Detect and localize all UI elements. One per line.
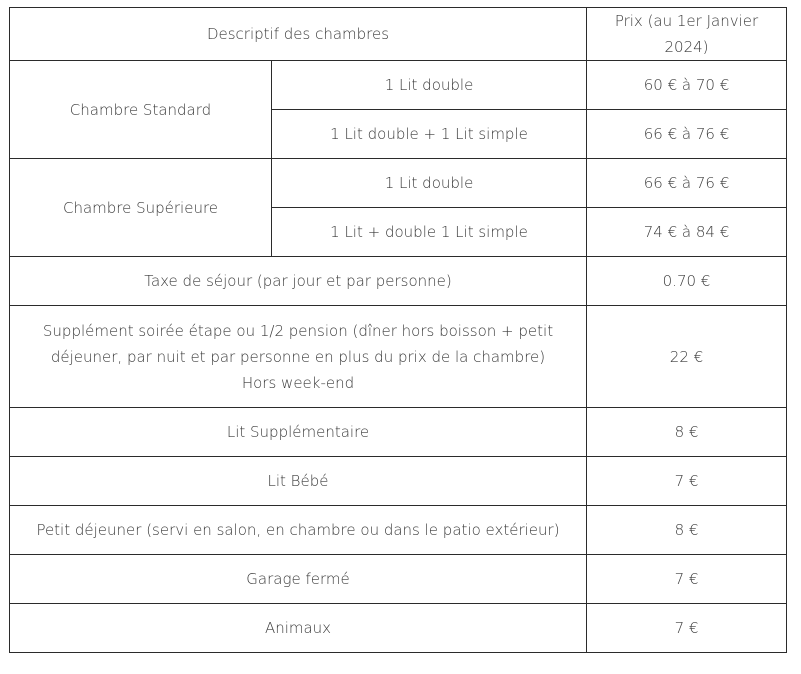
header-description: Descriptif des chambres xyxy=(10,8,587,61)
extra-label-taxe-sejour: Taxe de séjour (par jour et par personne) xyxy=(10,257,587,306)
table-row xyxy=(10,61,787,110)
price-cell: 0.70 € xyxy=(587,257,787,306)
price-cell: 7 € xyxy=(587,457,787,506)
price-cell: 74 € à 84 € xyxy=(587,208,787,257)
bed-option: 1 Lit double xyxy=(272,159,587,208)
table-row xyxy=(10,604,787,653)
extra-label-lit-supplementaire: Lit Supplémentaire xyxy=(10,408,587,457)
price-cell: 8 € xyxy=(587,408,787,457)
table-row xyxy=(10,408,787,457)
extra-label-demi-pension: Supplément soirée étape ou 1/2 pension (dîner hors boisson + petit déjeuner, par nuit et par personne en plus du prix de la chambre) Hors week-end xyxy=(10,306,587,408)
price-cell: 22 € xyxy=(587,306,787,408)
table-row xyxy=(10,457,787,506)
extra-label-lit-bebe: Lit Bébé xyxy=(10,457,587,506)
price-cell: 8 € xyxy=(587,506,787,555)
price-cell: 7 € xyxy=(587,555,787,604)
pricing-table-container xyxy=(9,7,787,653)
price-cell: 60 € à 70 € xyxy=(587,61,787,110)
table-row xyxy=(10,159,787,208)
bed-option: 1 Lit double xyxy=(272,61,587,110)
bed-option: 1 Lit + double 1 Lit simple xyxy=(272,208,587,257)
extra-label-garage: Garage fermé xyxy=(10,555,587,604)
table-row xyxy=(10,555,787,604)
extra-label-animaux: Animaux xyxy=(10,604,587,653)
room-type-superieure: Chambre Supérieure xyxy=(10,159,272,257)
table-row xyxy=(10,506,787,555)
extra-label-petit-dejeuner: Petit déjeuner (servi en salon, en chambre ou dans le patio extérieur) xyxy=(10,506,587,555)
price-cell: 7 € xyxy=(587,604,787,653)
pricing-table xyxy=(9,7,787,653)
table-header-row xyxy=(10,8,787,61)
price-cell: 66 € à 76 € xyxy=(587,159,787,208)
table-row xyxy=(10,306,787,408)
price-cell: 66 € à 76 € xyxy=(587,110,787,159)
bed-option: 1 Lit double + 1 Lit simple xyxy=(272,110,587,159)
table-row xyxy=(10,257,787,306)
room-type-standard: Chambre Standard xyxy=(10,61,272,159)
header-price: Prix (au 1er Janvier 2024) xyxy=(587,8,787,61)
